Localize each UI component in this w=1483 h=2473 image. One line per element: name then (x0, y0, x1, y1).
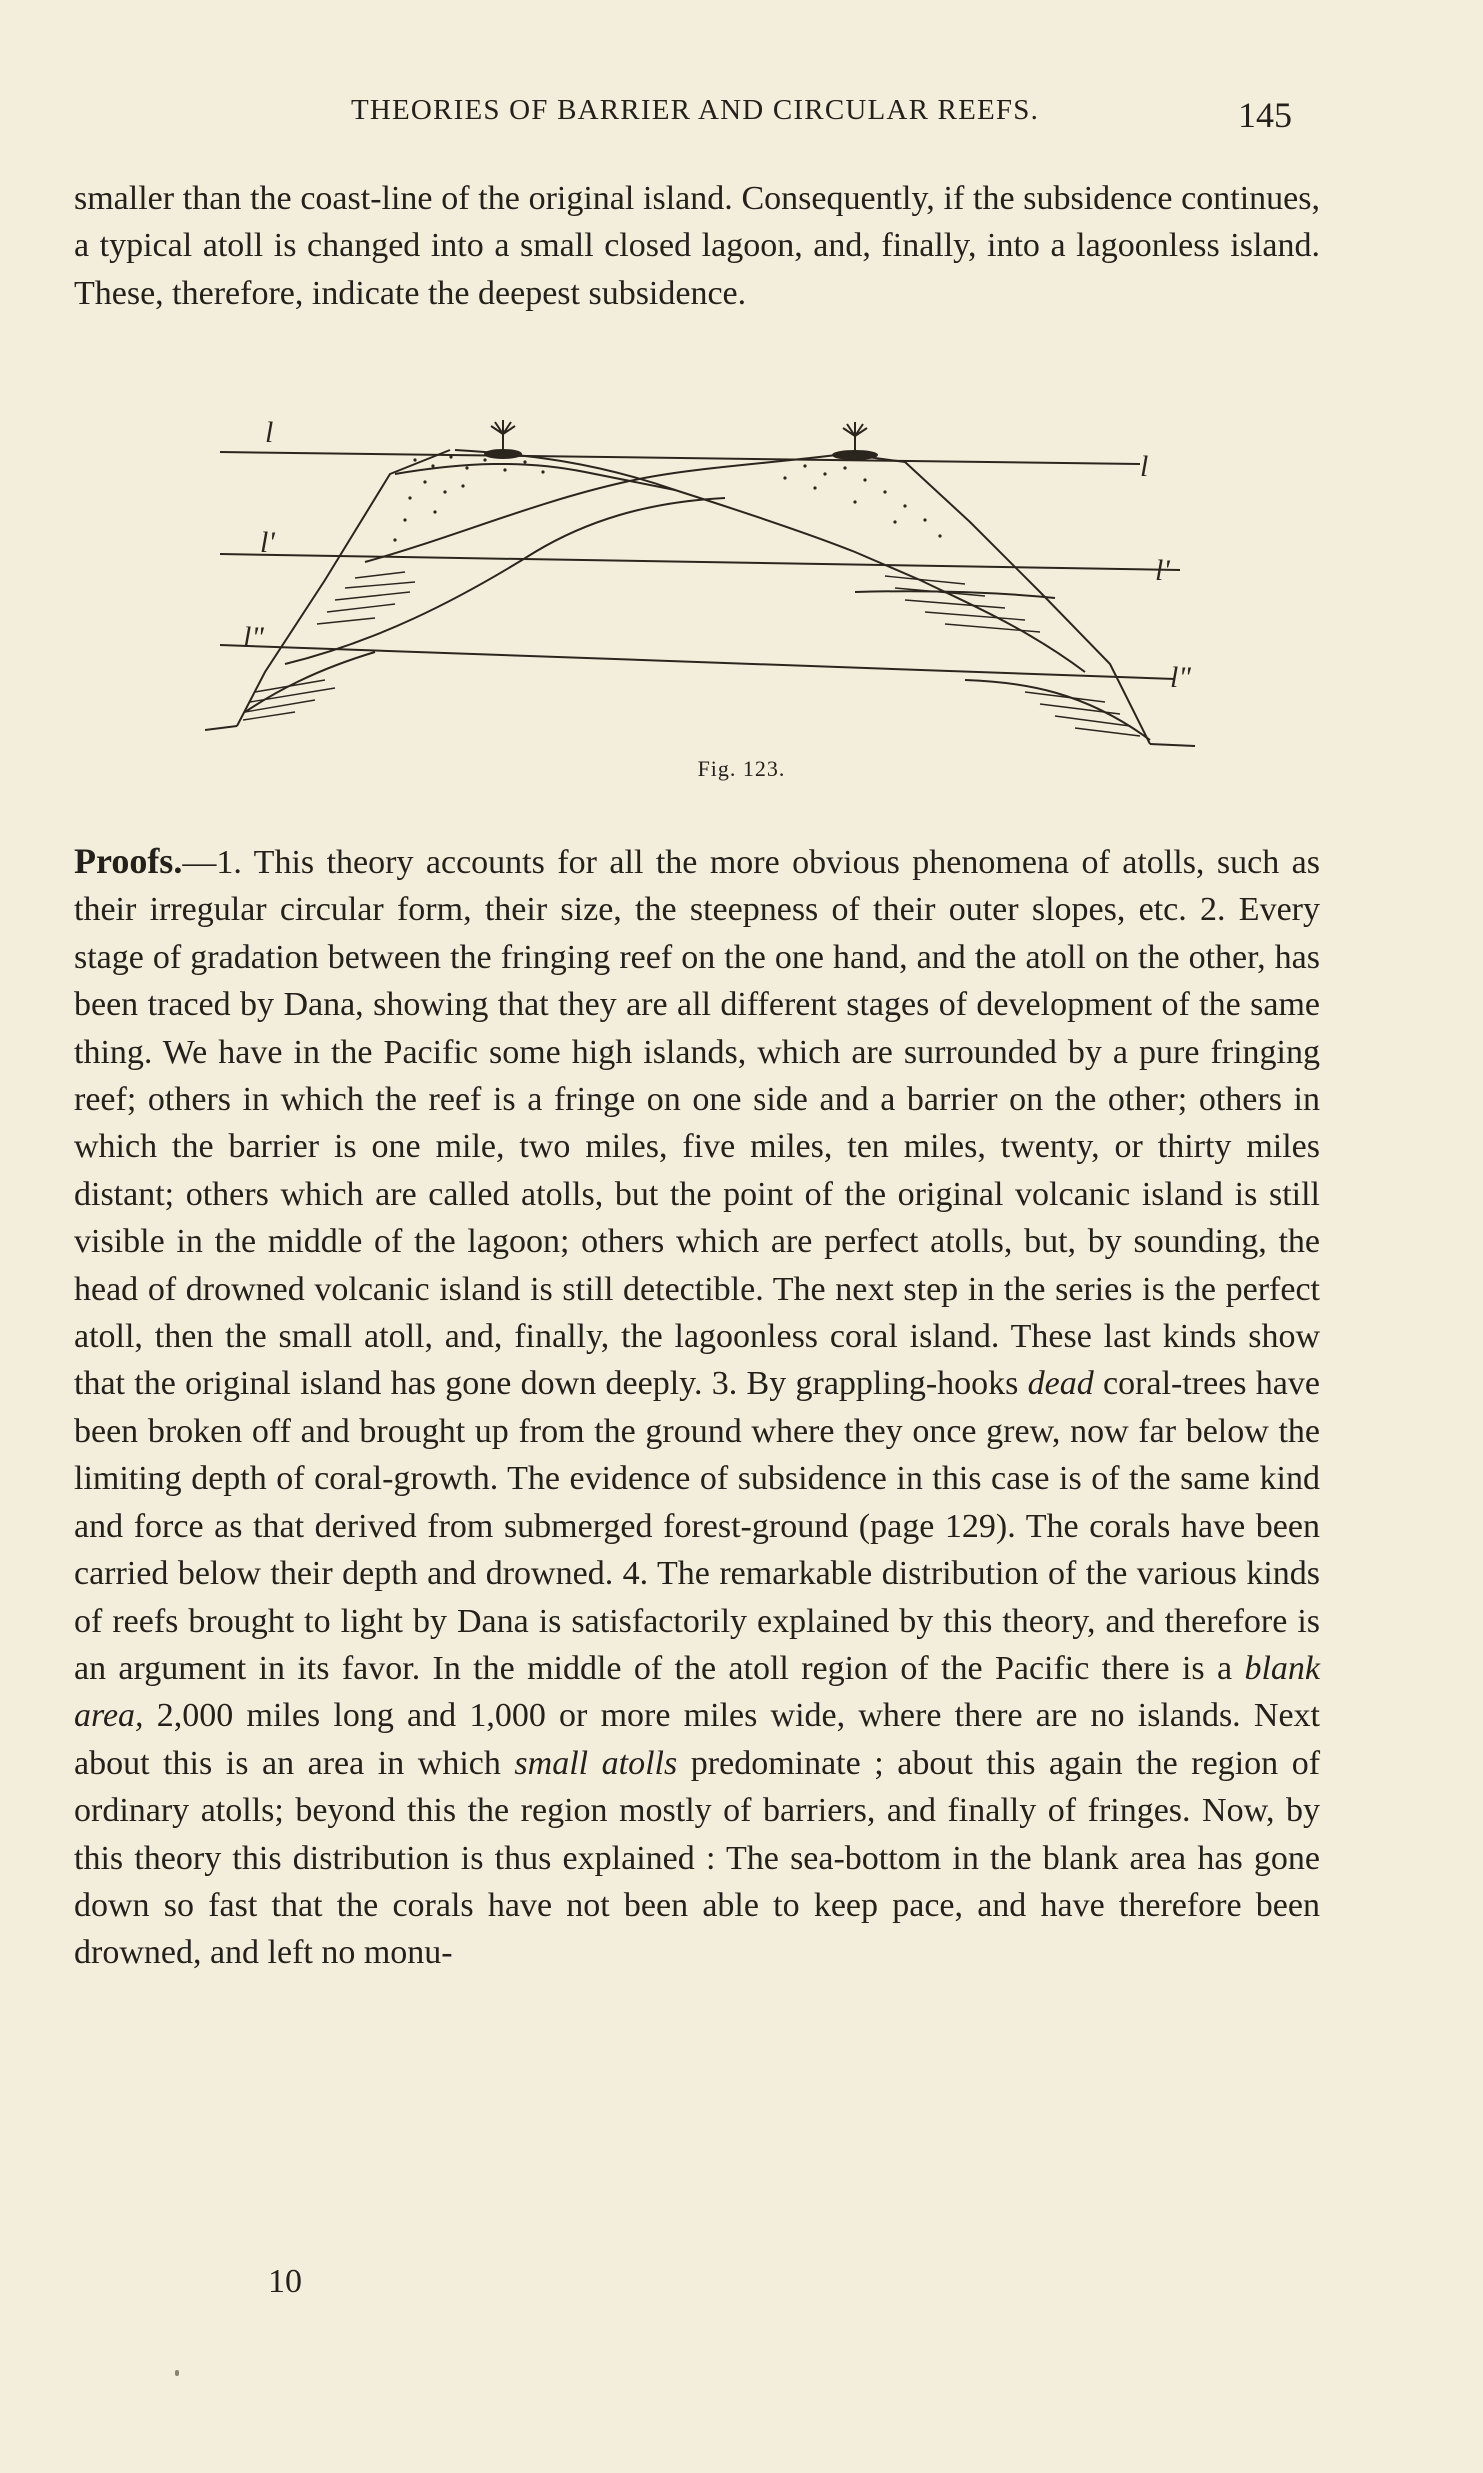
reef-hatch-bottom-right (1025, 692, 1140, 736)
outer-slope-right (845, 454, 1150, 744)
palm-tree-right-icon (833, 422, 877, 459)
label-l2-right: l" (1170, 661, 1191, 694)
text-run-1: —1. This theory accounts for all the more obvious phenomena of atolls, such as their irregular circular form, their size, the steepness of their outer slopes, etc. 2. Every stage of gradation between the fringing reef on the one hand, and the atoll on the other, has been traced by Dana, showing that they are all different stages of development of the same thing. We have in the Pacific some high islands, which are surrounded by a pure fringing reef; others in which the reef is a fringe on one side and a barrier on the other; others in which the barrier is one mile, two miles, five miles, ten miles, twenty, or thirty miles distant; others which are called atolls, but the point of the original volcanic island is still visible in the middle of the lagoon; others which are perfect atolls, but, by sounding, the head of drowned volcanic island is still detectible. The next step in the series is the perfect atoll, then the small atoll, and, finally, the lagoonless coral island. These last kinds show that the original island has gone down deeply. 3. By grappling-hooks (74, 844, 1320, 1403)
paragraph-lead: Proofs. (74, 841, 183, 881)
water-line-l2 (220, 645, 1175, 679)
island-profile (395, 464, 1085, 672)
reef-hatch-middle-right (885, 576, 1040, 632)
inner-slope-3 (285, 498, 725, 664)
palm-tree-left-icon (485, 420, 521, 458)
text-run-4: predominate ; about this again the region of ordinary atolls; beyond this the region mostly of barriers, and finally of fringes. Now, by this theory this distribution is thus explained : The sea-bottom in the blank area has gone down so fast that the corals have not been able to keep pace, and have therefore been drowned, and left no monu- (74, 1744, 1321, 1972)
label-l-right: l (1140, 450, 1149, 483)
outer-slope-left (237, 450, 450, 726)
running-head: THEORIES OF BARRIER AND CIRCULAR REEFS. (350, 94, 1040, 126)
sea-floor-left (205, 726, 237, 730)
paragraph-1: smaller than the coast-line of the original island. Consequently, if the subsidence continues, a typical atoll is changed into a small closed lagoon, and, finally, into a lagoonless island. These, therefore, indicate the deepest subsidence. (74, 180, 1320, 312)
paper-speck (175, 2370, 179, 2376)
sea-floor-right (1150, 744, 1195, 746)
text-run-3: 2,000 miles long and 1,000 or more miles wide, where there are no islands. Next about this is an area in which (74, 1697, 1320, 1782)
signature-folio: 10 (268, 2263, 302, 2300)
reef-hatch-middle-left (317, 572, 415, 624)
label-l1-left: l' (260, 526, 275, 559)
water-line-l1 (220, 554, 1180, 570)
text-run-2: coral-trees have been broken off and brought up from the ground where they once grew, now far below the limiting depth of coral-growth. The evidence of subsidence in this case is of the same kind and force as that derived from submerged forest-ground (page 129). The corals have been carried below their depth and drowned. 4. The remarkable distribution of the various kinds of reefs brought to light by Dana is satisfactorily explained by this theory, and therefore is an argument in its favor. In the middle of the atoll region of the Pacific there is a (74, 1365, 1320, 1687)
label-l-left: l (265, 416, 274, 449)
page-header (0, 84, 1483, 144)
reef-stipple-top-right (783, 464, 941, 537)
emphasis-small-atolls: small atolls (514, 1744, 678, 1782)
label-l1-right: l' (1155, 554, 1170, 587)
paragraph-2 (74, 838, 1320, 1977)
label-l2-left: l" (243, 621, 264, 654)
water-line-l (220, 452, 1140, 464)
emphasis-blank-area: blank area, (74, 1649, 1320, 1735)
emphasis-dead: dead (1027, 1365, 1094, 1403)
figure-caption: Fig. 123. (697, 756, 786, 781)
page-number: 145 (1238, 95, 1292, 135)
figure-123-diagram (205, 402, 1245, 762)
